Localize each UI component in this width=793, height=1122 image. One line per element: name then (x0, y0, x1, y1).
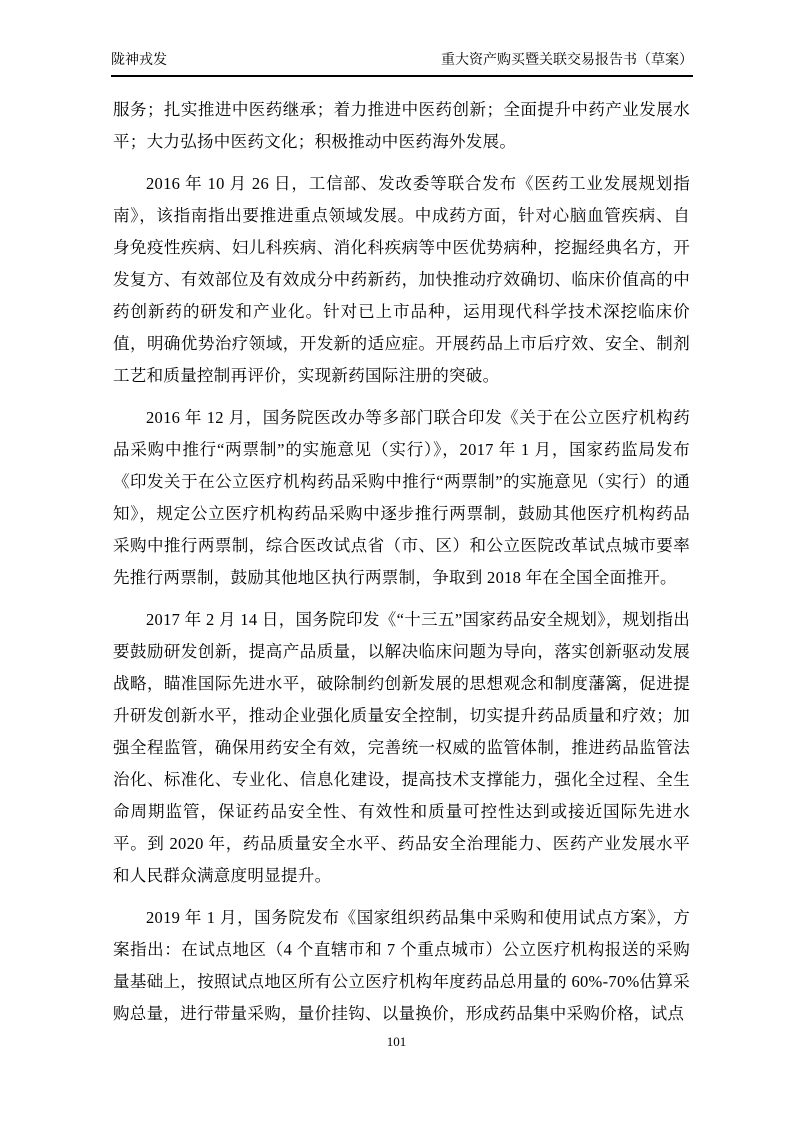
page-header (111, 52, 693, 77)
paragraph-5: 2019 年 1 月，国务院发布《国家组织药品集中采购和使用试点方案》，方案指出：在试点地区（4 个直辖市和 7 个重点城市）公立医疗机构报送的采购量基础上，按照试点地区所有公立医疗机构年度药品总用量的 60%-70%估算采购总量，进行带量采购，量价挂钩、以量换价，形成药品集中采购价格，试点 (113, 908, 690, 1023)
page-number: 101 (386, 1034, 407, 1049)
paragraph-4: 2017 年 2 月 14 日，国务院印发《“十三五”国家药品安全规划》，规划指出要鼓励研发创新，提高产品质量，以解决临床问题为导向，落实创新驱动发展战略，瞄准国际先进水平，破除制约创新发展的思想观念和制度藩篱，促进提升研发创新水平，推动企业强化质量安全控制，切实提升药品质量和疗效；加强全程监管，确保用药安全有效，完善统一权威的监管体制，推进药品监管法治化、标准化、专业化、信息化建设，提高技术支撑能力，强化全过程、全生命周期监管，保证药品安全性、有效性和质量可控性达到或接近国际先进水平。到 2020 年，药品质量安全水平、药品安全治理能力、医药产业发展水平和人民群众满意度明显提升。 (113, 610, 690, 885)
paragraph-3: 2016 年 12 月，国务院医改办等多部门联合印发《关于在公立医疗机构药品采购中推行“两票制”的实施意见（实行）》，2017 年 1 月，国家药监局发布《印发关于在公立医疗机构药品采购中推行“两票制”的实施意见（实行）的通知》，规定公立医疗机构药品采购中逐步推行两票制，鼓励其他医疗机构药品采购中推行两票制，综合医改试点省（市、区）和公立医院改革试点城市要率先推行两票制，鼓励其他地区执行两票制，争取到 2018 年在全国全面推开。 (113, 408, 690, 587)
header-company-name: 陇神戎发 (111, 53, 167, 68)
document-body (113, 94, 690, 1040)
paragraph-2: 2016 年 10 月 26 日，工信部、发改委等联合发布《医药工业发展规划指南》，该指南指出要推进重点领域发展。中成药方面，针对心脑血管疾病、自身免疫性疾病、妇儿科疾病、消化科疾病等中医优势病种，挖掘经典名方，开发复方、有效部位及有效成分中药新药，加快推动疗效确切、临床价值高的中药创新药的研发和产业化。针对已上市品种，运用现代科学技术深挖临床价值，明确优势治疗领域，开发新的适应症。开展药品上市后疗效、安全、制剂工艺和质量控制再评价，实现新药国际注册的突破。 (113, 174, 690, 385)
page-footer (0, 1033, 793, 1051)
header-report-title: 重大资产购买暨关联交易报告书（草案） (441, 53, 693, 68)
paragraph-1: 服务；扎实推进中医药继承；着力推进中医药创新；全面提升中药产业发展水平；大力弘扬中医药文化；积极推动中医药海外发展。 (113, 100, 690, 151)
